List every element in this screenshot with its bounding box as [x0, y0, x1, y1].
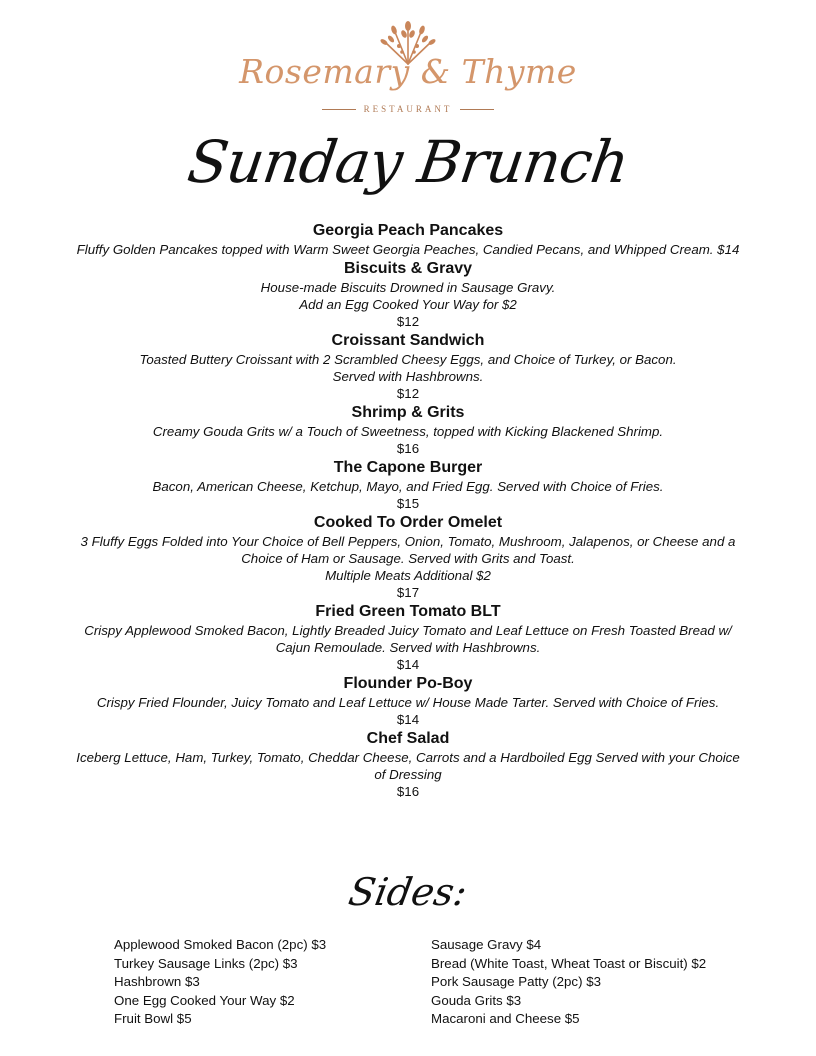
- menu-item-name: Flounder Po-Boy: [343, 675, 473, 692]
- side-item: Pork Sausage Patty (2pc) $3: [431, 974, 601, 989]
- menu-item-name: Fried Green Tomato BLT: [315, 603, 501, 620]
- menu-item-price: $16: [396, 441, 420, 456]
- menu-item-name: Cooked To Order Omelet: [313, 514, 503, 531]
- divider: [322, 109, 356, 110]
- menu-item-description: Iceberg Lettuce, Ham, Turkey, Tomato, Cheddar Cheese, Carrots and a Hardboiled Egg Served with your Choice: [76, 750, 740, 765]
- menu-item-description: Bacon, American Cheese, Ketchup, Mayo, and Fried Egg. Served with Choice of Fries.: [152, 479, 664, 494]
- sides-title: Sides:: [345, 870, 471, 914]
- menu-item-price: $16: [396, 784, 420, 799]
- menu-item-description: 3 Fluffy Eggs Folded into Your Choice of Bell Peppers, Onion, Tomato, Mushroom, Jalapenos, or Cheese and a: [80, 534, 736, 549]
- side-item: Sausage Gravy $4: [431, 937, 542, 952]
- menu-item-price: $14: [396, 712, 420, 727]
- side-item: Hashbrown $3: [114, 974, 200, 989]
- menu-item: [40, 673, 776, 728]
- menu-item-name: The Capone Burger: [333, 459, 483, 476]
- menu-item: [40, 402, 776, 457]
- menu-item-price: $15: [396, 496, 420, 511]
- brand-subtitle: [0, 104, 816, 114]
- menu-item-name: Chef Salad: [366, 730, 450, 747]
- side-item: Gouda Grits $3: [431, 992, 522, 1008]
- menu-item-description: Choice of Ham or Sausage. Served with Grits and Toast.: [241, 551, 575, 566]
- side-item: Turkey Sausage Links (2pc) $3: [114, 955, 298, 971]
- side-item: Applewood Smoked Bacon (2pc) $3: [114, 937, 327, 952]
- menu-item: [40, 601, 776, 673]
- menu-item-description: Fluffy Golden Pancakes topped with Warm Sweet Georgia Peaches, Candied Pecans, and Whipped Cream. $14: [76, 242, 740, 257]
- menu-item: [40, 728, 776, 800]
- side-item: Bread (White Toast, Wheat Toast or Biscuit) $2: [431, 955, 707, 971]
- menu-item: [40, 512, 776, 601]
- menu-item-description: Served with Hashbrowns.: [332, 369, 484, 384]
- menu-item-price: $17: [396, 585, 420, 600]
- menu-item: [40, 258, 776, 330]
- menu-item-price: $14: [396, 657, 420, 672]
- menu-item-description: House-made Biscuits Drowned in Sausage Gravy.: [260, 280, 556, 295]
- menu-item-description: of Dressing: [374, 767, 442, 782]
- brand-subtitle-text: RESTAURANT: [363, 104, 453, 114]
- menu-item-description: Cajun Remoulade. Served with Hashbrowns.: [275, 640, 541, 655]
- menu-item-name: Georgia Peach Pancakes: [312, 222, 504, 239]
- menu-item-description: Creamy Gouda Grits w/ a Touch of Sweetness, topped with Kicking Blackened Shrimp.: [152, 424, 664, 439]
- menu-item-price: $12: [396, 314, 420, 329]
- menu-title: Sunday Brunch: [183, 128, 633, 196]
- menu-item-description: Crispy Applewood Smoked Bacon, Lightly Breaded Juicy Tomato and Leaf Lettuce on Fresh Toasted Bread w/: [84, 623, 732, 638]
- menu-item-name: Croissant Sandwich: [331, 332, 485, 349]
- side-item: Macaroni and Cheese $5: [431, 1011, 580, 1026]
- sides-left-column: [114, 936, 326, 1029]
- side-item: Fruit Bowl $5: [114, 1011, 192, 1026]
- menu-item-description: Toasted Buttery Croissant with 2 Scrambled Cheesy Eggs, and Choice of Turkey, or Bacon.: [139, 352, 677, 367]
- menu-item-description: Add an Egg Cooked Your Way for $2: [299, 297, 517, 312]
- menu-item-description: Multiple Meats Additional $2: [325, 568, 491, 583]
- menu-item-name: Shrimp & Grits: [351, 404, 465, 421]
- menu-item-description: Crispy Fried Flounder, Juicy Tomato and Leaf Lettuce w/ House Made Tarter. Served with Choice of Fries.: [96, 695, 720, 710]
- menu-item: [40, 330, 776, 402]
- menu-item-price: $12: [396, 386, 420, 401]
- menu-item: [40, 220, 776, 258]
- divider: [460, 109, 494, 110]
- menu-item: [40, 457, 776, 512]
- brand-name: Rosemary & Thyme: [239, 52, 577, 91]
- menu-list: [40, 220, 776, 800]
- menu-item-name: Biscuits & Gravy: [343, 260, 473, 277]
- side-item: One Egg Cooked Your Way $2: [114, 992, 295, 1008]
- sides-right-column: [431, 936, 706, 1029]
